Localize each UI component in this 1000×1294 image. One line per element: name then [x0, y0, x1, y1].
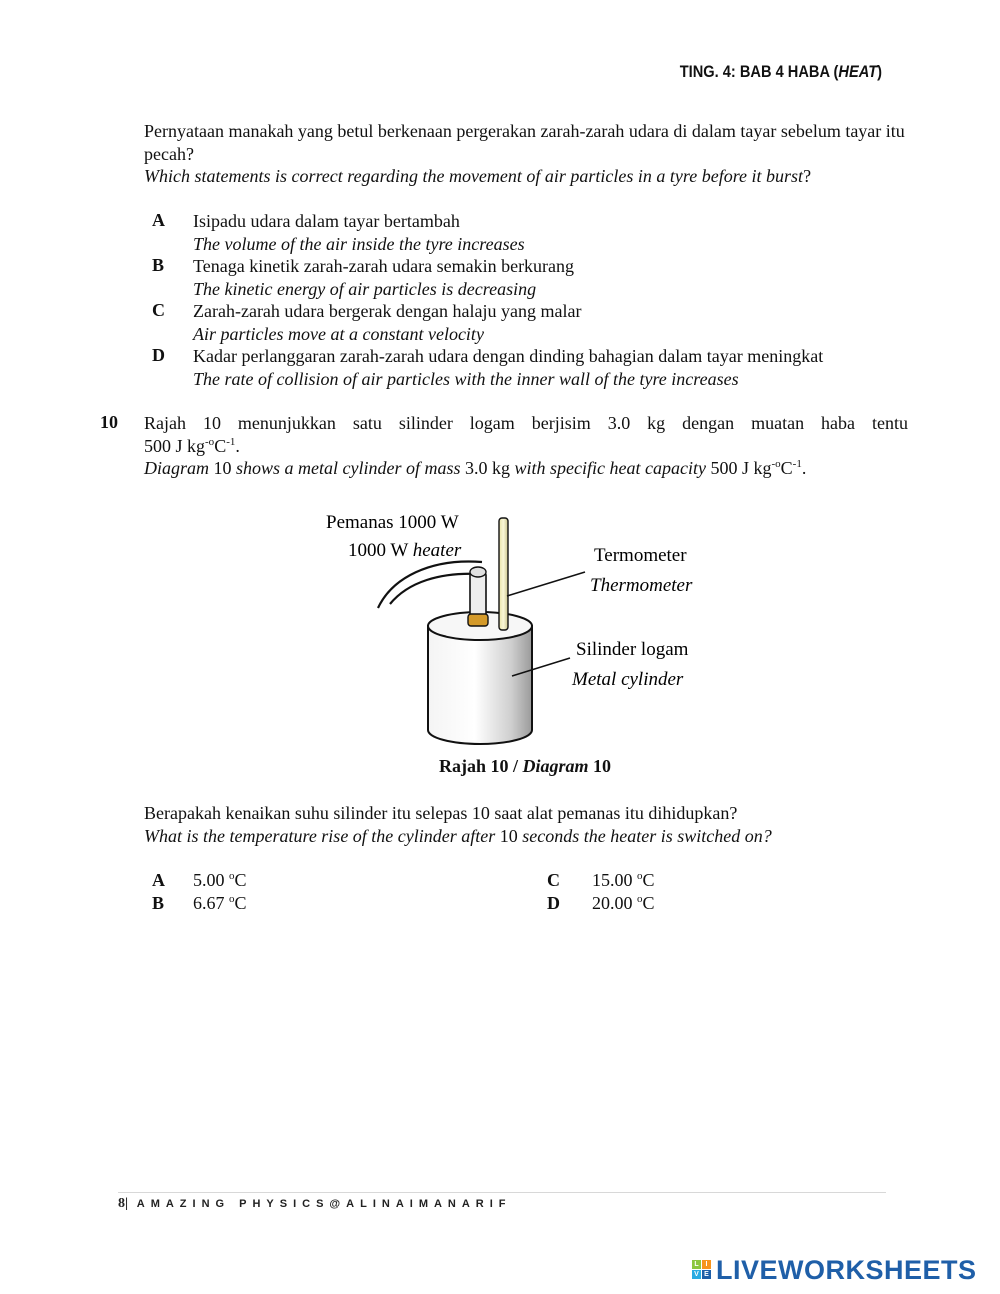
logo-square-i: I [702, 1260, 711, 1269]
q10-answer-c-letter[interactable]: C [547, 870, 560, 890]
q10-stem [144, 412, 908, 480]
q10-stem-english: Diagram 10 shows a metal cylinder of mass 3.0 kg with specific heat capacity 500 J $kg^{-o}C^{-1}$. [144, 458, 807, 478]
heater-label-malay: Pemanas 1000 W [326, 512, 459, 533]
q10-stem-malay-line2: 500 J $kg^{-o}C^{-1}$. [144, 435, 240, 456]
cylinder-label-malay: Silinder logam [576, 639, 689, 660]
q10-question [144, 802, 908, 847]
q9-option-a[interactable]: Isipadu udara dalam tayar bertambah The volume of the air inside the tyre increases [193, 211, 525, 254]
q10-answer-d-letter[interactable]: D [547, 893, 560, 913]
liveworksheets-logo[interactable] [692, 1254, 992, 1286]
q10-answer-a-letter[interactable]: A [152, 870, 165, 890]
logo-square-v: V [692, 1270, 701, 1279]
page-footer: 8| AMAZING PHYSICS@ALINAIMANARIF [118, 1196, 512, 1211]
liveworksheets-wordmark: LIVEWORKSHEETS [716, 1255, 977, 1285]
q10-answer-d[interactable]: 20.00 $^o$C [592, 893, 655, 913]
thermometer-label-english: Thermometer [590, 575, 693, 596]
q10-answer-a[interactable]: 5.00 $^o$C [193, 870, 247, 890]
q10-answer-b[interactable]: 6.67 $^o$C [193, 893, 247, 913]
q9-stem-english: Which statements is correct regarding the movement of air particles in a tyre before it burst? [144, 166, 812, 186]
q9-option-d[interactable]: Kadar perlanggaran zarah-zarah udara dengan dinding bahagian dalam tayar meningkat The rate of collision of air particles with the inner wall of the tyre increases [193, 346, 824, 389]
page-header: TING. 4: BAB 4 HABA (HEAT) [679, 62, 882, 81]
q9-stem [144, 120, 908, 188]
diagram-heater-cylinder [300, 500, 740, 752]
q9-option-d-letter[interactable]: D [152, 345, 165, 365]
thermometer-label-malay: Termometer [594, 545, 687, 566]
page-number: 8 [118, 1196, 125, 1211]
q10-question-malay: Berapakah kenaikan suhu silinder itu selepas 10 saat alat pemanas itu dihidupkan? [144, 803, 738, 823]
heater-label-english: 1000 W heater [348, 540, 462, 561]
footer-credit: AMAZING PHYSICS@ALINAIMANARIF [136, 1198, 512, 1210]
q10-stem-malay-line1: Rajah 10 menunjukkan satu silinder logam berjisim 3.0 kg dengan muatan haba tentu [144, 413, 908, 433]
q10-question-english: What is the temperature rise of the cylinder after 10 seconds the heater is switched on? [144, 825, 772, 846]
q9-option-c[interactable]: Zarah-zarah udara bergerak dengan halaju yang malar Air particles move at a constant velocity [193, 301, 582, 344]
thermometer-pointer [507, 572, 585, 596]
logo-square-e: E [702, 1270, 711, 1279]
heater-base [468, 614, 488, 626]
q9-option-b[interactable]: Tenaga kinetik zarah-zarah udara semakin berkurang The kinetic energy of air particles is decreasing [193, 256, 575, 299]
metal-cylinder [428, 626, 532, 744]
q9-option-b-letter[interactable]: B [152, 255, 165, 275]
q9-option-c-letter[interactable]: C [152, 300, 165, 320]
footer-divider [118, 1192, 886, 1193]
q9-stem-malay: Pernyataan manakah yang betul berkenaan pergerakan zarah-zarah udara di dalam tayar sebelum tayar itu pecah? [144, 121, 905, 164]
q10-answer-b-letter[interactable]: B [152, 893, 165, 913]
q9-option-a-letter[interactable]: A [152, 210, 165, 230]
cylinder-label-english: Metal cylinder [572, 669, 684, 690]
diagram-caption: Rajah 10 / Diagram 10 [438, 756, 612, 776]
heater [470, 572, 486, 618]
q10-number: 10 [100, 412, 118, 432]
thermometer [499, 518, 508, 630]
q10-answer-c[interactable]: 15.00 $^o$C [592, 870, 655, 890]
heater-cap [470, 567, 486, 577]
logo-square-l: L [692, 1260, 701, 1269]
